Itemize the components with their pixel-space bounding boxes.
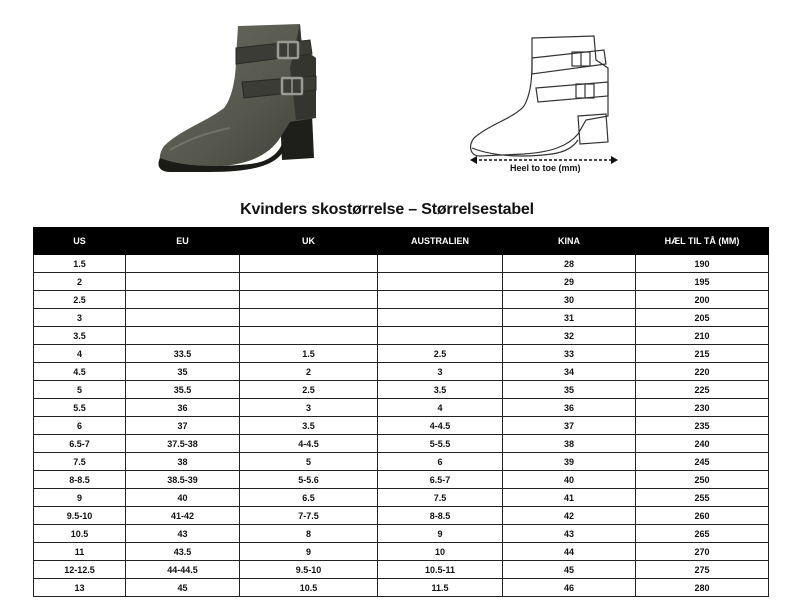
- cell-australien: 6: [378, 453, 503, 471]
- cell-eu: 40: [126, 489, 240, 507]
- cell-kina: 31: [503, 309, 636, 327]
- cell-australien: 5-5.5: [378, 435, 503, 453]
- cell-heel-to-toe: 260: [636, 507, 769, 525]
- cell-uk: [240, 273, 378, 291]
- cell-eu: 38.5-39: [126, 471, 240, 489]
- cell-kina: 37: [503, 417, 636, 435]
- cell-heel-to-toe: 205: [636, 309, 769, 327]
- cell-us: 11: [34, 543, 126, 561]
- cell-australien: 2.5: [378, 345, 503, 363]
- cell-eu: 33.5: [126, 345, 240, 363]
- cell-kina: 29: [503, 273, 636, 291]
- cell-australien: 6.5-7: [378, 471, 503, 489]
- cell-uk: 1.5: [240, 345, 378, 363]
- header-eu: EU: [126, 228, 240, 255]
- cell-uk: 6.5: [240, 489, 378, 507]
- cell-kina: 41: [503, 489, 636, 507]
- table-row: [34, 399, 769, 417]
- cell-heel-to-toe: 215: [636, 345, 769, 363]
- table-row: [34, 579, 769, 597]
- cell-us: 4.5: [34, 363, 126, 381]
- cell-heel-to-toe: 200: [636, 291, 769, 309]
- cell-heel-to-toe: 210: [636, 327, 769, 345]
- page-title: Kvinders skostørrelse – Størrelsestabel: [240, 201, 534, 218]
- cell-eu: [126, 309, 240, 327]
- header-us: US: [34, 228, 126, 255]
- cell-kina: 45: [503, 561, 636, 579]
- cell-us: 6: [34, 417, 126, 435]
- cell-us: 13: [34, 579, 126, 597]
- cell-uk: [240, 255, 378, 273]
- cell-australien: 3.5: [378, 381, 503, 399]
- cell-australien: 4-4.5: [378, 417, 503, 435]
- cell-australien: [378, 291, 503, 309]
- cell-heel-to-toe: 220: [636, 363, 769, 381]
- cell-us: 10.5: [34, 525, 126, 543]
- cell-kina: 40: [503, 471, 636, 489]
- cell-australien: 3: [378, 363, 503, 381]
- cell-australien: 8-8.5: [378, 507, 503, 525]
- cell-heel-to-toe: 240: [636, 435, 769, 453]
- table-row: [34, 507, 769, 525]
- header-uk: UK: [240, 228, 378, 255]
- table-row: [34, 543, 769, 561]
- cell-heel-to-toe: 230: [636, 399, 769, 417]
- cell-heel-to-toe: 250: [636, 471, 769, 489]
- header-heel-to-toe: HÆL TIL TÅ (MM): [636, 228, 769, 255]
- cell-kina: 34: [503, 363, 636, 381]
- table-row: [34, 453, 769, 471]
- cell-kina: 39: [503, 453, 636, 471]
- cell-australien: 9: [378, 525, 503, 543]
- cell-kina: 32: [503, 327, 636, 345]
- cell-us: 5.5: [34, 399, 126, 417]
- table-row: [34, 291, 769, 309]
- cell-uk: 9: [240, 543, 378, 561]
- cell-us: 6.5-7: [34, 435, 126, 453]
- cell-eu: [126, 291, 240, 309]
- table-row: [34, 255, 769, 273]
- cell-eu: 37.5-38: [126, 435, 240, 453]
- table-row: [34, 363, 769, 381]
- cell-us: 9.5-10: [34, 507, 126, 525]
- cell-eu: 36: [126, 399, 240, 417]
- table-row: [34, 561, 769, 579]
- ankle-boot-photo: [150, 18, 335, 178]
- cell-australien: [378, 309, 503, 327]
- cell-australien: 4: [378, 399, 503, 417]
- cell-heel-to-toe: 275: [636, 561, 769, 579]
- table-row: [34, 417, 769, 435]
- cell-australien: [378, 255, 503, 273]
- table-row: [34, 489, 769, 507]
- cell-uk: 4-4.5: [240, 435, 378, 453]
- cell-kina: 42: [503, 507, 636, 525]
- cell-us: 5: [34, 381, 126, 399]
- cell-australien: 7.5: [378, 489, 503, 507]
- cell-kina: 30: [503, 291, 636, 309]
- table-row: [34, 435, 769, 453]
- cell-australien: [378, 273, 503, 291]
- cell-us: 1.5: [34, 255, 126, 273]
- table-row: [34, 471, 769, 489]
- cell-uk: 10.5: [240, 579, 378, 597]
- header-australien: AUSTRALIEN: [378, 228, 503, 255]
- heel-to-toe-label: Heel to toe (mm): [510, 163, 581, 173]
- cell-us: 8-8.5: [34, 471, 126, 489]
- cell-kina: 38: [503, 435, 636, 453]
- cell-uk: 8: [240, 525, 378, 543]
- cell-us: 3.5: [34, 327, 126, 345]
- cell-uk: [240, 327, 378, 345]
- cell-us: 3: [34, 309, 126, 327]
- cell-heel-to-toe: 195: [636, 273, 769, 291]
- cell-australien: 11.5: [378, 579, 503, 597]
- cell-uk: 5: [240, 453, 378, 471]
- cell-heel-to-toe: 280: [636, 579, 769, 597]
- cell-eu: [126, 255, 240, 273]
- cell-heel-to-toe: 245: [636, 453, 769, 471]
- table-row: [34, 381, 769, 399]
- cell-uk: 5-5.6: [240, 471, 378, 489]
- cell-eu: [126, 327, 240, 345]
- table-row: [34, 309, 769, 327]
- table-row: [34, 345, 769, 363]
- cell-australien: 10: [378, 543, 503, 561]
- table-row: [34, 525, 769, 543]
- cell-eu: 43: [126, 525, 240, 543]
- cell-eu: 38: [126, 453, 240, 471]
- cell-uk: 3: [240, 399, 378, 417]
- cell-us: 2: [34, 273, 126, 291]
- cell-australien: [378, 327, 503, 345]
- cell-eu: 41-42: [126, 507, 240, 525]
- ankle-boot-outline-icon: [462, 30, 627, 178]
- cell-eu: 35: [126, 363, 240, 381]
- cell-eu: [126, 273, 240, 291]
- cell-kina: 46: [503, 579, 636, 597]
- cell-uk: 7-7.5: [240, 507, 378, 525]
- size-chart-table: [33, 227, 769, 597]
- table-row: [34, 273, 769, 291]
- cell-uk: 2.5: [240, 381, 378, 399]
- header-kina: KINA: [503, 228, 636, 255]
- cell-eu: 45: [126, 579, 240, 597]
- cell-heel-to-toe: 270: [636, 543, 769, 561]
- cell-australien: 10.5-11: [378, 561, 503, 579]
- cell-uk: [240, 309, 378, 327]
- cell-uk: 2: [240, 363, 378, 381]
- cell-heel-to-toe: 255: [636, 489, 769, 507]
- cell-kina: 43: [503, 525, 636, 543]
- cell-uk: 9.5-10: [240, 561, 378, 579]
- cell-kina: 28: [503, 255, 636, 273]
- table-header-row: [34, 228, 769, 255]
- cell-eu: 43.5: [126, 543, 240, 561]
- table-row: [34, 327, 769, 345]
- cell-eu: 37: [126, 417, 240, 435]
- cell-uk: 3.5: [240, 417, 378, 435]
- cell-us: 4: [34, 345, 126, 363]
- cell-uk: [240, 291, 378, 309]
- cell-us: 9: [34, 489, 126, 507]
- cell-heel-to-toe: 225: [636, 381, 769, 399]
- cell-us: 7.5: [34, 453, 126, 471]
- cell-heel-to-toe: 190: [636, 255, 769, 273]
- cell-kina: 35: [503, 381, 636, 399]
- cell-eu: 44-44.5: [126, 561, 240, 579]
- cell-eu: 35.5: [126, 381, 240, 399]
- cell-heel-to-toe: 235: [636, 417, 769, 435]
- cell-kina: 36: [503, 399, 636, 417]
- cell-us: 2.5: [34, 291, 126, 309]
- cell-heel-to-toe: 265: [636, 525, 769, 543]
- cell-kina: 44: [503, 543, 636, 561]
- cell-us: 12-12.5: [34, 561, 126, 579]
- cell-kina: 33: [503, 345, 636, 363]
